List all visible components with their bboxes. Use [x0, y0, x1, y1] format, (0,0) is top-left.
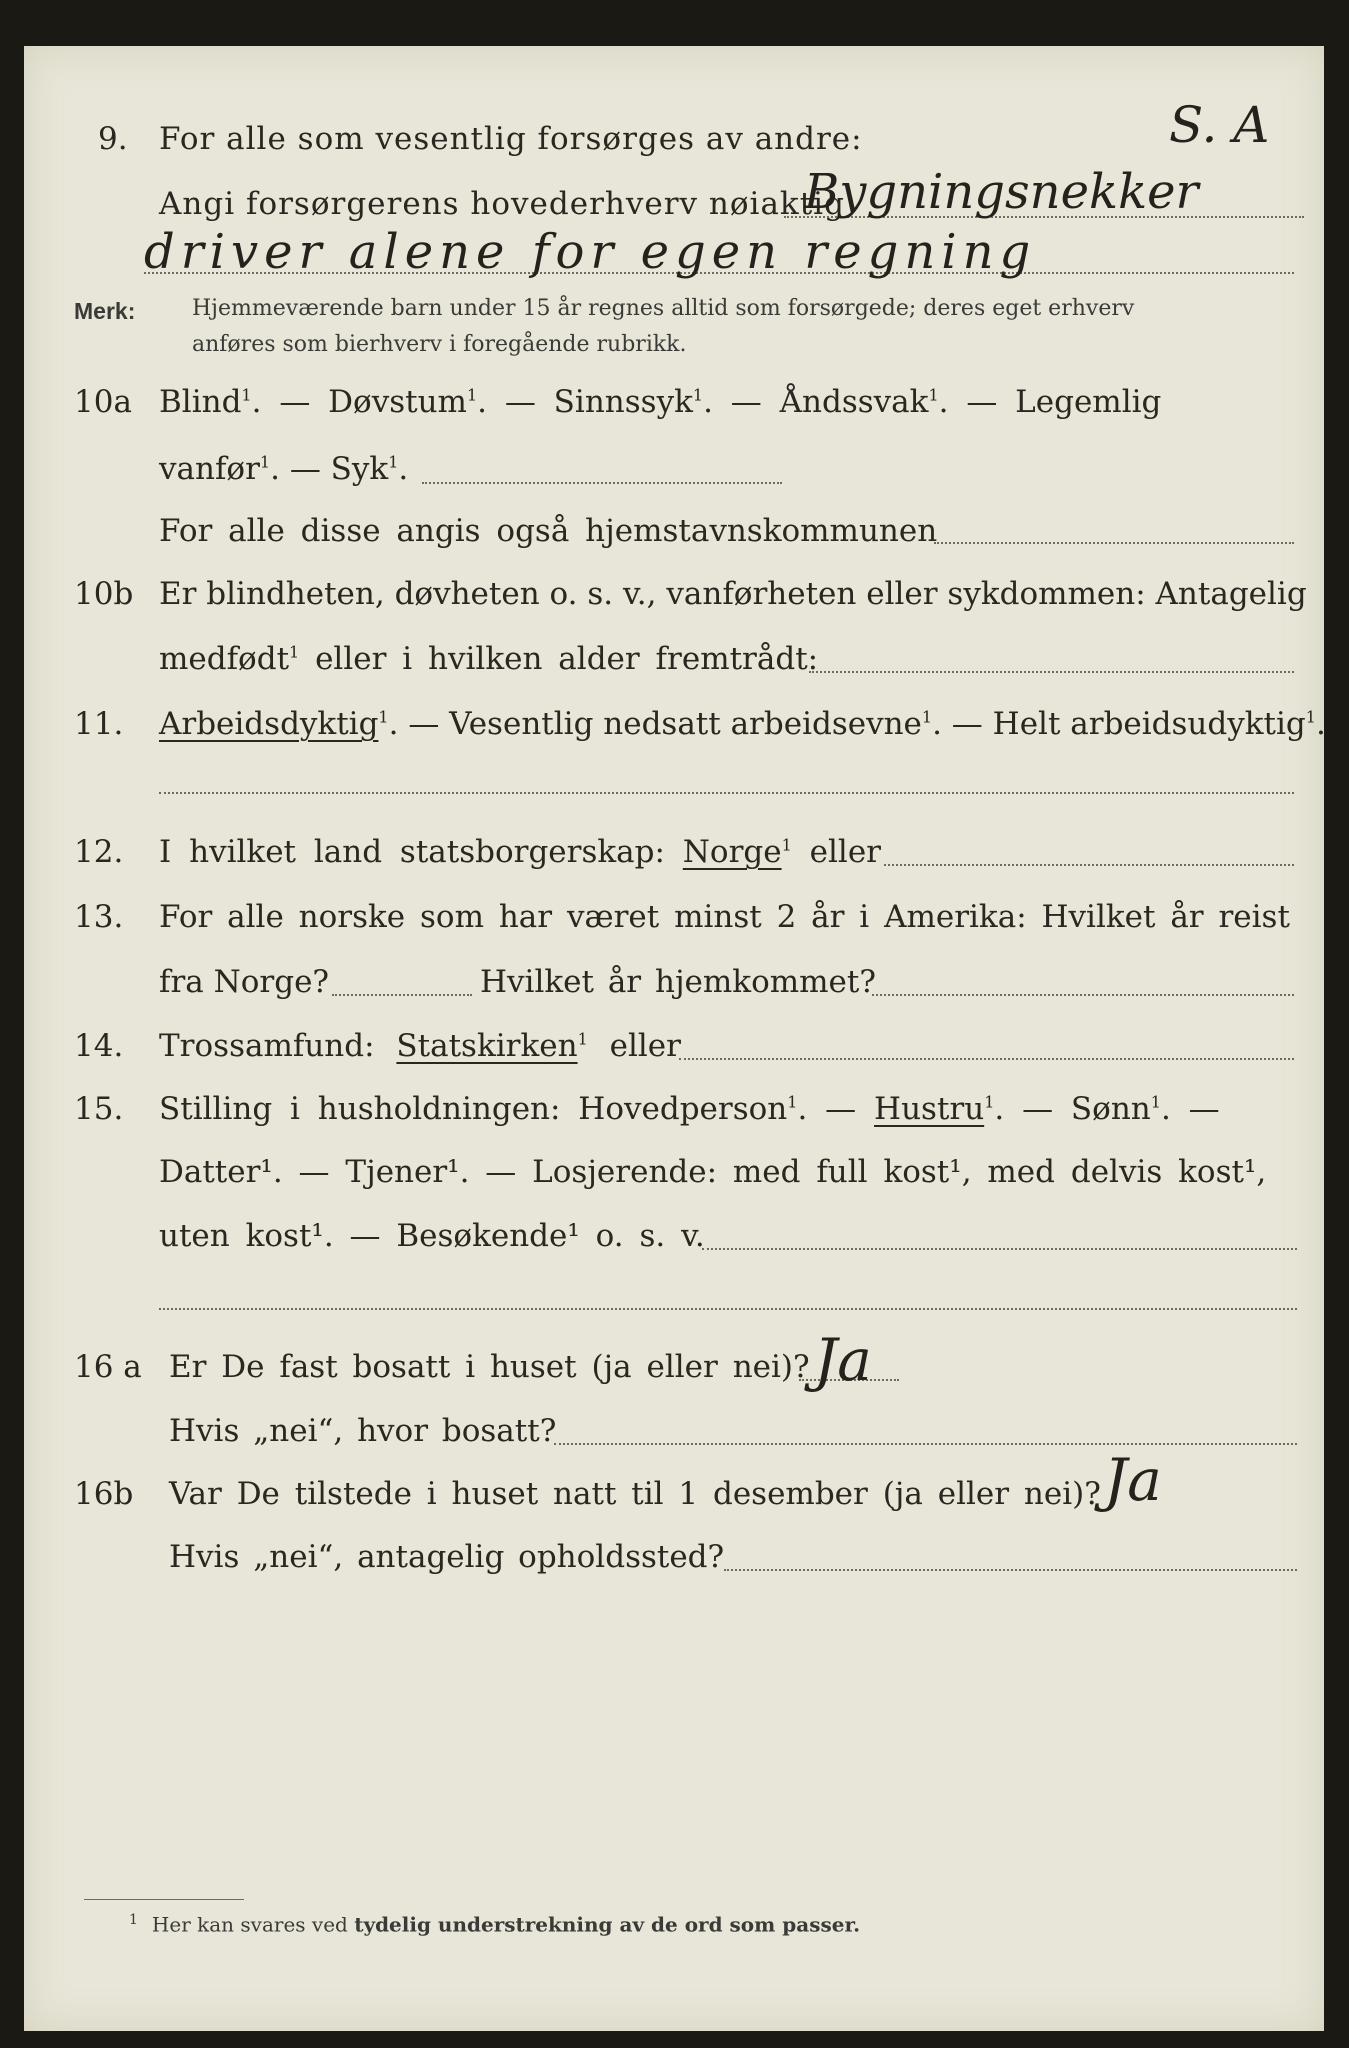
q9-answer1-handwriting: Bygningsnekker [804, 164, 1199, 220]
footnote-mark: 1 [129, 1912, 138, 1928]
q12-answer-line[interactable] [884, 864, 1294, 866]
q10a-number: 10a [74, 384, 132, 420]
footnote-ref: 1 [1305, 707, 1316, 727]
footnote-ref: 1 [388, 452, 399, 472]
q9-line1: For alle som vesentlig forsørges av andre: [159, 121, 863, 157]
period: . [1315, 706, 1326, 742]
q14-answer-line[interactable] [679, 1058, 1294, 1060]
opt-andssvak[interactable]: . — Åndssvak [703, 384, 929, 420]
footnote [129, 1912, 860, 1937]
census-form-page [24, 46, 1324, 2031]
q9-line2: Angi forsørgerens hovederhverv nøiaktig [159, 186, 845, 222]
q13-line1: For alle norske som har været minst 2 år i Amerika: Hvilket år reist [159, 899, 1290, 935]
q13-hjemkommet-line[interactable] [872, 994, 1294, 996]
footnote-text1: Her kan svares ved [151, 1912, 355, 1937]
q16a-number: 16 a [74, 1349, 142, 1385]
opt-arbeidsdyktig[interactable]: Arbeidsdyktig [159, 706, 379, 742]
q16a-line1: Er De fast bosatt i huset (ja eller nei)? [169, 1349, 810, 1385]
q10b-line2 [159, 641, 818, 677]
footnote-ref: 1 [984, 1092, 995, 1112]
opt-udyktig[interactable]: . — Helt arbeidsudyktig [932, 706, 1306, 742]
opt-sonn[interactable]: . — Sønn [994, 1091, 1151, 1127]
opt-statskirken[interactable]: Statskirken [396, 1028, 578, 1064]
q11-answer-line[interactable] [159, 792, 1294, 794]
q12-line [159, 834, 881, 870]
q14-number: 14. [74, 1028, 124, 1064]
footnote-ref: 1 [466, 385, 478, 405]
q11-number: 11. [74, 706, 124, 742]
q12-number: 12. [74, 834, 124, 870]
q9-number: 9. [98, 121, 128, 157]
q16a-answer-handwriting: Ja [814, 1326, 872, 1394]
footnote-ref: 1 [921, 707, 933, 727]
q10a-hjemstavn-line[interactable] [934, 542, 1294, 544]
q16a-bosatt-line[interactable] [554, 1443, 1297, 1445]
footnote-ref: 1 [241, 385, 252, 405]
q10b-answer-line[interactable] [809, 671, 1294, 673]
merk-line2: anføres som bierhverv i foregående rubrikk. [192, 332, 687, 357]
q11-line [159, 706, 1326, 742]
q13-line2a: fra Norge? [159, 964, 330, 1000]
alder-label: eller i hvilken alder fremtrådt: [299, 641, 819, 677]
q10a-syk-line[interactable] [422, 482, 782, 484]
footnote-ref: 1 [259, 452, 271, 472]
q13-number: 13. [74, 899, 124, 935]
opt-dovstum[interactable]: . — Døvstum [251, 384, 467, 420]
footnote-ref: 1 [289, 642, 300, 662]
q15-answer-line[interactable] [702, 1248, 1297, 1250]
footnote-ref: 1 [577, 1029, 588, 1049]
q16b-number: 16b [74, 1476, 134, 1512]
q14-label: Trossamfund: [159, 1028, 375, 1064]
footnote-ref: 1 [378, 707, 389, 727]
footnote-ref: 1 [787, 1092, 798, 1112]
q14-eller: eller [587, 1028, 681, 1064]
q12-eller: eller [791, 834, 881, 870]
q16b-line1: Var De tilstede i huset natt til 1 desember (ja eller nei)? [169, 1476, 1101, 1512]
q12-label: I hvilket land statsborgerskap: [159, 834, 665, 870]
footnote-ref: 1 [1150, 1092, 1161, 1112]
q16a-line2: Hvis „nei“, hvor bosatt? [169, 1413, 557, 1449]
q15-line1 [159, 1091, 1220, 1127]
opt-nedsatt[interactable]: . — Vesentlig nedsatt arbeidsevne [388, 706, 922, 742]
opt-syk[interactable]: . — Syk [270, 451, 389, 487]
q16b-answer-handwriting: Ja [1104, 1446, 1162, 1514]
footnote-text2: tydelig understrekning av de ord som passer. [354, 1912, 861, 1937]
opt-medfodt[interactable]: medfødt [159, 641, 290, 677]
merk-line1: Hjemmeværende barn under 15 år regnes alltid som forsørgede; deres eget erhverv [192, 296, 1135, 321]
dash: . — [1160, 1091, 1220, 1127]
q15-separator-line [159, 1308, 1297, 1310]
q9-answer2-handwriting: driver alene for egen regning [144, 224, 1037, 280]
opt-sinnssyk[interactable]: . — Sinnssyk [477, 384, 693, 420]
opt-legemlig[interactable]: . — Legemlig [938, 384, 1162, 420]
q16b-opholdssted-line[interactable] [724, 1569, 1297, 1571]
q15-line3: uten kost¹. — Besøkende¹ o. s. v. [159, 1218, 705, 1254]
q10a-line2 [159, 451, 408, 487]
period: . [398, 451, 409, 487]
opt-blind[interactable]: Blind [159, 384, 242, 420]
opt-norge[interactable]: Norge [682, 834, 782, 870]
q16b-line2: Hvis „nei“, antagelig opholdssted? [169, 1539, 725, 1575]
footnote-ref: 1 [928, 385, 939, 405]
q14-line [159, 1028, 681, 1064]
q10b-number: 10b [74, 576, 134, 612]
footnote-ref: 1 [781, 835, 792, 855]
q15-line2: Datter¹. — Tjener¹. — Losjerende: med full kost¹, med delvis kost¹, [159, 1154, 1267, 1190]
q13-reist-line[interactable] [332, 994, 472, 996]
footnote-rule [84, 1899, 244, 1900]
q10b-line1: Er blindheten, døvheten o. s. v., vanførheten eller sykdommen: Antagelig [159, 576, 1307, 612]
footnote-ref: 1 [692, 385, 704, 405]
opt-hovedperson[interactable]: Stilling i husholdningen: Hovedperson [159, 1091, 788, 1127]
q10a-line3: For alle disse angis også hjemstavnskommunen [159, 513, 938, 549]
opt-hustru[interactable]: Hustru [874, 1091, 985, 1127]
q10a-line1 [159, 384, 1161, 420]
merk-label: Merk: [74, 298, 136, 324]
q9-annotation: S. A [1169, 96, 1270, 154]
opt-vanfor[interactable]: vanfør [159, 451, 260, 487]
q15-number: 15. [74, 1091, 124, 1127]
q13-line2b: Hvilket år hjemkommet? [480, 964, 876, 1000]
dash: . — [797, 1091, 857, 1127]
